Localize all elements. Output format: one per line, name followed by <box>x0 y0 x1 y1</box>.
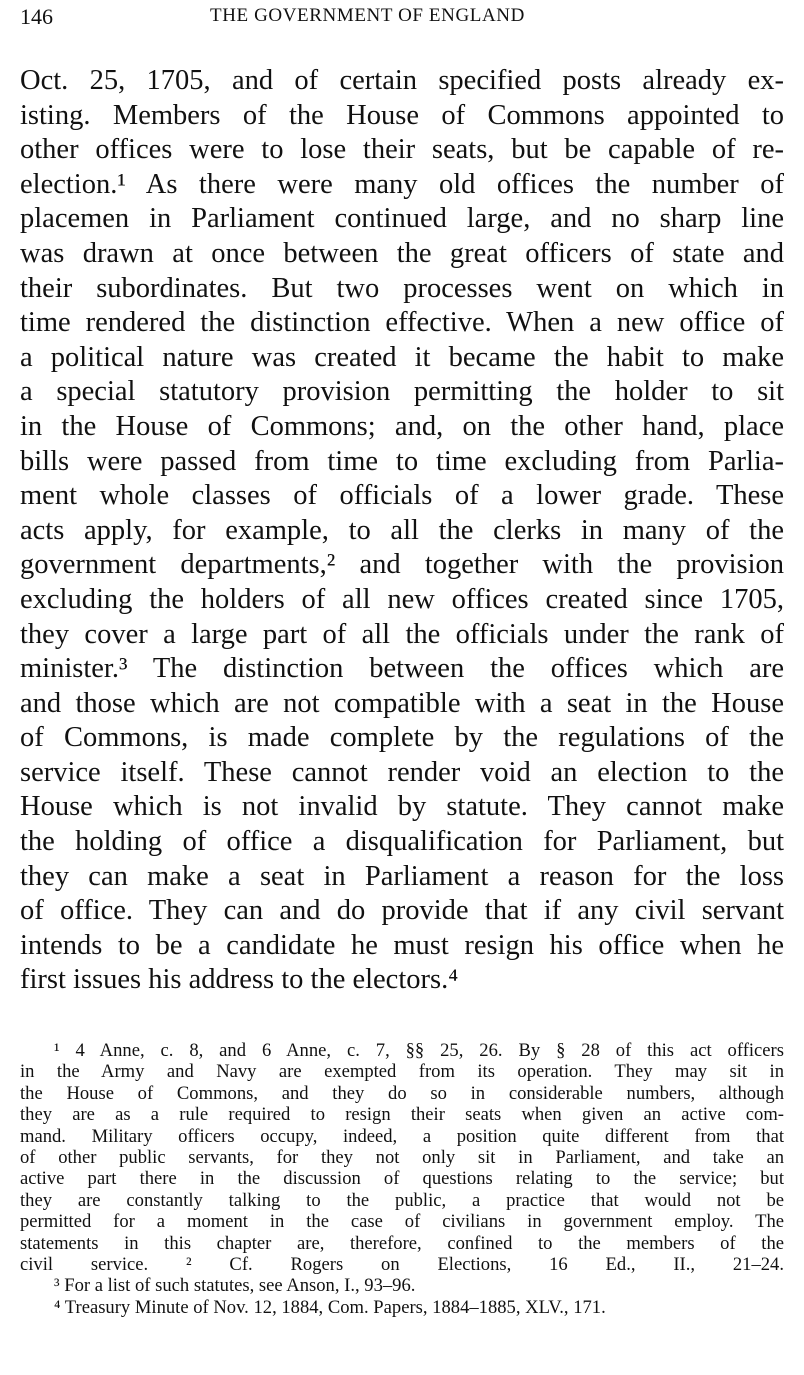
body-line: acts apply, for example, to all the clerks in many of the <box>20 514 784 546</box>
body-line: House which is not invalid by statute. They cannot make <box>20 791 784 823</box>
body-line: bills were passed from time to time excluding from Parlia- <box>20 445 784 477</box>
footnote-line: in the Army and Navy are exempted from its operation. They may sit in <box>20 1061 784 1083</box>
body-line: service itself. These cannot render void an election to the <box>20 756 784 788</box>
page-number: 146 <box>20 4 53 29</box>
body-line: first issues his address to the electors.⁴ <box>20 964 459 996</box>
footnote-line: of other public servants, for they not only sit in Parliament, and take an <box>20 1146 784 1168</box>
body-line: election.¹ As there were many old offices the number of <box>20 168 784 200</box>
footnote-line: the House of Commons, and they do so in considerable numbers, although <box>20 1082 784 1104</box>
footnote-line: ¹ 4 Anne, c. 8, and 6 Anne, c. 7, §§ 25, 26. By § 28 of this act officers <box>54 1040 784 1061</box>
body-line: the holding of office a disqualification for Parliament, but <box>20 826 784 858</box>
body-line: they cover a large part of all the officials under the rank of <box>20 618 784 650</box>
footnote-line: they are constantly talking to the public, a practice that would not be <box>20 1189 784 1211</box>
body-line: was drawn at once between the great officers of state and <box>20 237 784 269</box>
footnote-line: civil service. ² Cf. Rogers on Elections, 16 Ed., II., 21–24. <box>20 1253 784 1275</box>
footnotes <box>20 1040 784 1318</box>
body-line: a political nature was created it became the habit to make <box>20 341 784 373</box>
body-line: minister.³ The distinction between the offices which are <box>20 653 784 685</box>
body-line: isting. Members of the House of Commons appointed to <box>20 99 784 131</box>
body-line: their subordinates. But two processes went on which in <box>20 272 784 304</box>
body-line: and those which are not compatible with a seat in the House <box>20 687 784 719</box>
body-line: in the House of Commons; and, on the other hand, place <box>20 410 784 442</box>
footnote-line: they are as a rule required to resign their seats when given an active com- <box>20 1104 784 1126</box>
body-line: excluding the holders of all new offices created since 1705, <box>20 583 784 615</box>
body-line: placemen in Parliament continued large, and no sharp line <box>20 203 784 235</box>
body-line: other offices were to lose their seats, but be capable of re- <box>20 134 784 166</box>
body-paragraph <box>20 64 784 998</box>
body-line: government departments,² and together with the provision <box>20 549 784 581</box>
page-header <box>20 4 782 30</box>
body-line: of Commons, is made complete by the regulations of the <box>20 722 784 754</box>
running-title: THE GOVERNMENT OF ENGLAND <box>210 5 525 26</box>
body-line: intends to be a candidate he must resign his office when he <box>20 929 784 961</box>
footnote-line: statements in this chapter are, therefore, confined to the members of the <box>20 1232 784 1254</box>
footnote-line: active part there in the discussion of questions relating to the service; but <box>20 1168 784 1190</box>
body-line: time rendered the distinction effective. When a new office of <box>20 307 784 339</box>
body-line: ment whole classes of officials of a lower grade. These <box>20 480 784 512</box>
body-line: Oct. 25, 1705, and of certain specified posts already ex- <box>20 65 784 96</box>
footnote-line: ⁴ Treasury Minute of Nov. 12, 1884, Com. Papers, 1884–1885, XLV., 171. <box>54 1296 606 1318</box>
footnote-line: permitted for a moment in the case of civilians in government employ. The <box>20 1211 784 1233</box>
footnote-line: ³ For a list of such statutes, see Anson, I., 93–96. <box>54 1275 416 1297</box>
body-line: they can make a seat in Parliament a reason for the loss <box>20 860 784 892</box>
footnote-line: mand. Military officers occupy, indeed, a position quite different from that <box>20 1125 784 1147</box>
body-line: a special statutory provision permitting the holder to sit <box>20 376 784 408</box>
body-line: of office. They can and do provide that if any civil servant <box>20 895 784 927</box>
